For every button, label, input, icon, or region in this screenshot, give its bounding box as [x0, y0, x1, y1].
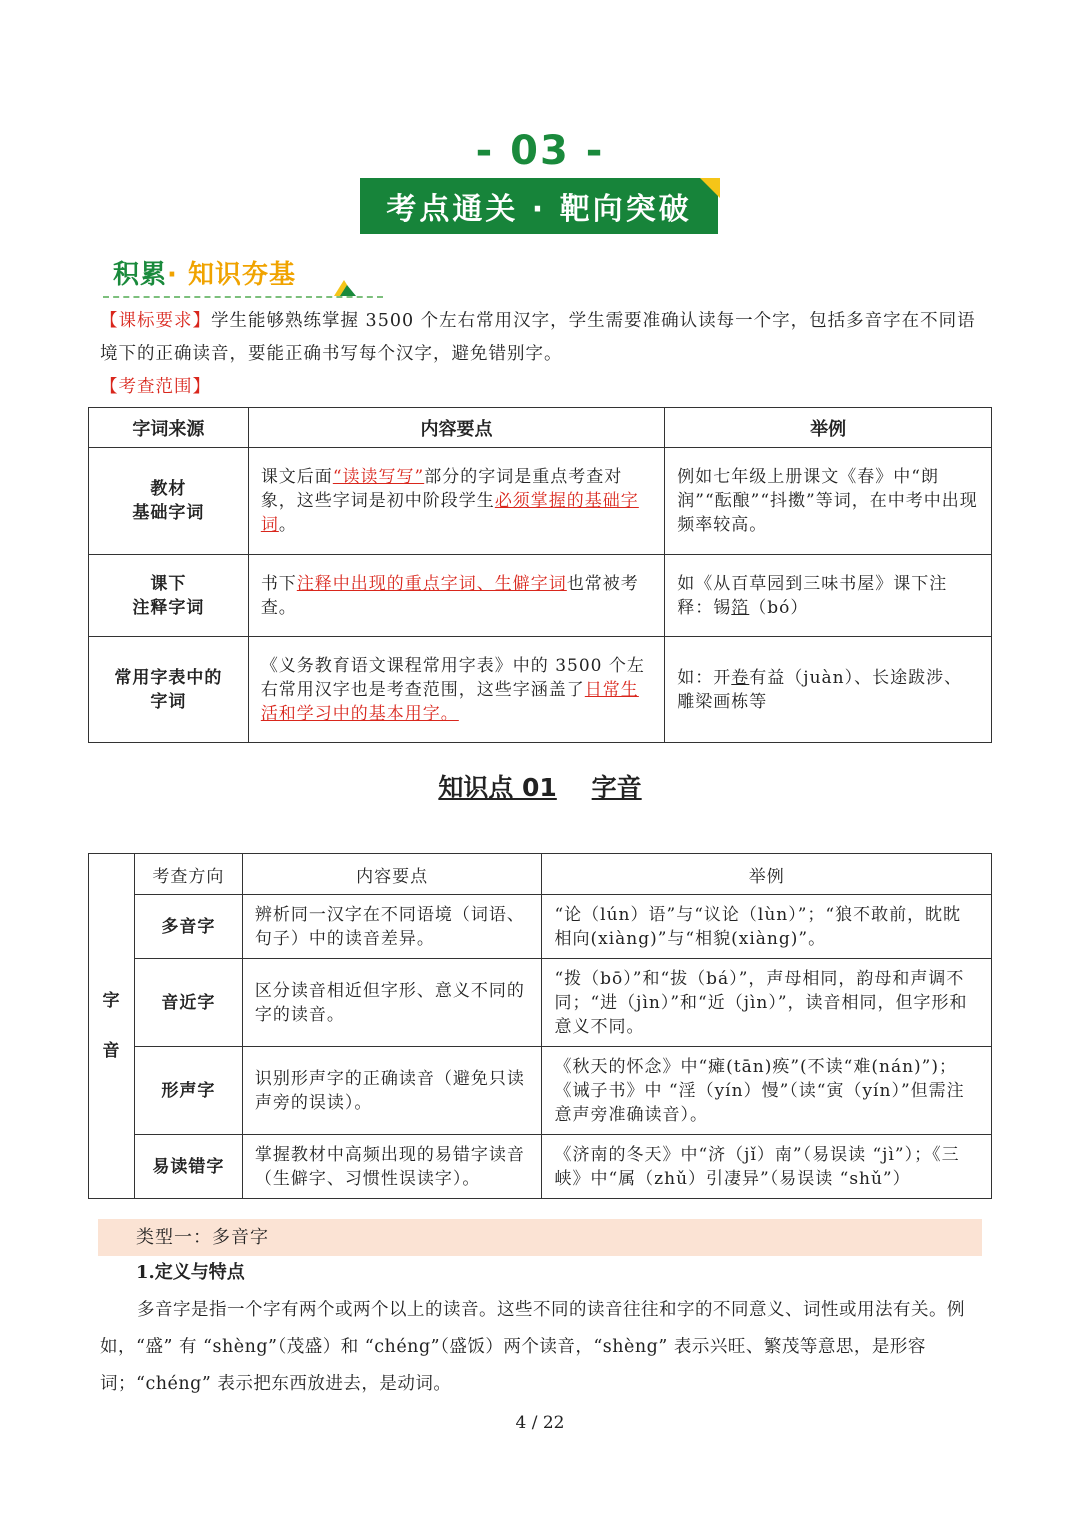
- table-row: [89, 637, 992, 743]
- table-header: 考查方向: [134, 854, 242, 895]
- example-cell: “拨（bō）”和“拔（bá）”，声母相同，韵母和声调不同；“进（jìn）”和“近（jìn）”，读音相同，但字形和意义不同。: [542, 959, 992, 1047]
- example-text: 例如七年级上册课文《春》中“朗润”“酝酿”“抖擞”等词，在中考中出现频率较高。: [677, 467, 978, 535]
- table-row: [89, 448, 992, 555]
- table-row: [89, 555, 992, 637]
- table-header: 举例: [665, 408, 992, 448]
- example-cell: [665, 555, 992, 637]
- accumulate-title: [113, 254, 296, 291]
- type-label: 类型一：多音字: [136, 1227, 269, 1248]
- section-banner: 考点通关 · 靶向突破: [360, 178, 718, 234]
- underlined-char: 箔: [731, 597, 750, 618]
- content-text: 书下: [260, 573, 297, 594]
- content-text: 《义务教育语文课程常用字表》中的 3500 个左右常用汉字也是考查范围，这些字涵盖了: [260, 655, 645, 700]
- content-text: 课文后面: [260, 467, 333, 487]
- knowledge-point-name: 字音: [591, 773, 642, 802]
- underlined-char: 卷: [731, 667, 750, 688]
- highlight-text: 注释中出现的重点字词、生僻字词: [296, 573, 567, 594]
- direction-cell: 易读错字: [134, 1135, 242, 1199]
- table-row: [89, 959, 992, 1047]
- knowledge-point-label: 知识点 01: [438, 773, 557, 802]
- table-header: 举例: [542, 854, 992, 895]
- example-cell: [665, 448, 992, 555]
- example-text: 有益（juàn）、长途跋涉、雕梁画栋等: [677, 667, 963, 712]
- highlight-text: 必须掌握的基础字词: [260, 491, 639, 535]
- source-name: 教材 基础字词: [132, 479, 205, 523]
- example-cell: 《秋天的怀念》中“瘫(tān)痪”(不读“难(nán)”)；《诫子书》中 “淫（yín）慢”（读“寅（yín）”但需注意声旁准确读音）。: [542, 1047, 992, 1135]
- content-text: 。: [278, 515, 297, 535]
- example-cell: 《济南的冬天》中“济（jǐ）南”（易误读 “jì”）；《三峡》中“属（zhǔ）引凄异”（易误读 “shǔ”）: [542, 1135, 992, 1199]
- requirement-text: 学生能够熟练掌握 3500 个左右常用汉字，学生需要准确认读每一个字，包括多音字在不同语境下的正确读音，要能正确书写每个汉字，避免错别字。: [100, 311, 976, 364]
- direction-cell: 形声字: [134, 1047, 242, 1135]
- table-header: 内容要点: [242, 854, 542, 895]
- content-cell: [248, 555, 664, 637]
- category-cell: [89, 854, 135, 1199]
- table-header-row: [89, 854, 992, 895]
- definition-paragraph: 多音字是指一个字有两个或两个以上的读音。这些不同的读音往往和字的不同意义、词性或用法有关。例如，“盛” 有 “shèng”（茂盛）和 “chéng”（盛饭）两个读音，“shèng” 表示兴旺、繁茂等意思，是形容词；“chéng” 表示把东西放进去，是动词。: [100, 1300, 965, 1394]
- content-text: 部分的字词是重点考查对象，这些字词是初中阶段学生: [260, 467, 623, 511]
- requirement-label: 【课标要求】: [100, 311, 211, 331]
- table-row: [89, 1135, 992, 1199]
- definition-heading: 1.定义与特点: [136, 1262, 245, 1283]
- content-cell: 辨析同一汉字在不同语境（词语、句子）中的读音差异。: [242, 895, 542, 959]
- direction-cell: 多音字: [134, 895, 242, 959]
- category-name: 字 音: [102, 991, 121, 1061]
- content-text: 也常被考查。: [260, 573, 639, 618]
- source-name: 常用字表中的 字词: [114, 667, 223, 712]
- content-cell: 识别形声字的正确读音（避免只读声旁的误读）。: [242, 1047, 542, 1135]
- page-number: 4 / 22: [515, 1413, 565, 1433]
- accumulate-title-sub: · 知识夯基: [167, 260, 296, 290]
- mountain-icon: [332, 277, 358, 297]
- source-cell: [89, 555, 249, 637]
- pronunciation-table: [88, 853, 992, 1199]
- example-text: （bó）: [749, 597, 809, 618]
- source-table: [88, 407, 992, 743]
- table-header: 字词来源: [89, 408, 249, 448]
- direction-cell: 音近字: [134, 959, 242, 1047]
- example-text: 如《从百草园到三味书屋》课下注释：锡: [677, 573, 948, 618]
- content-cell: 区分读音相近但字形、意义不同的字的读音。: [242, 959, 542, 1047]
- highlight-text: 日常生活和学习中的基本用字。: [260, 679, 639, 724]
- accumulate-divider: [103, 296, 383, 298]
- content-cell: [248, 448, 664, 555]
- example-cell: “论（lún）语”与“议论（lùn）”；“狼不敢前，眈眈相向(xiàng)”与“相貌(xiàng)”。: [542, 895, 992, 959]
- highlight-text: “读读写写”: [332, 467, 425, 487]
- source-name: 课下 注释字词: [132, 573, 205, 618]
- table-row: [89, 895, 992, 959]
- content-cell: [248, 637, 664, 743]
- example-text: 如：开: [677, 667, 732, 688]
- banner-corner-decoration: [700, 178, 720, 198]
- section-number: - 03 -: [475, 128, 605, 174]
- table-header-row: [89, 408, 992, 448]
- content-cell: 掌握教材中高频出现的易错字读音（生僻字、习惯性误读字）。: [242, 1135, 542, 1199]
- knowledge-point-title: [0, 768, 1080, 804]
- example-cell: [665, 637, 992, 743]
- curriculum-requirement: [100, 305, 985, 371]
- table-row: [89, 1047, 992, 1135]
- accumulate-title-main: 积累: [113, 260, 168, 290]
- source-cell: [89, 448, 249, 555]
- table-header: 内容要点: [248, 408, 664, 448]
- scope-label: 【考查范围】: [100, 377, 211, 397]
- source-cell: [89, 637, 249, 743]
